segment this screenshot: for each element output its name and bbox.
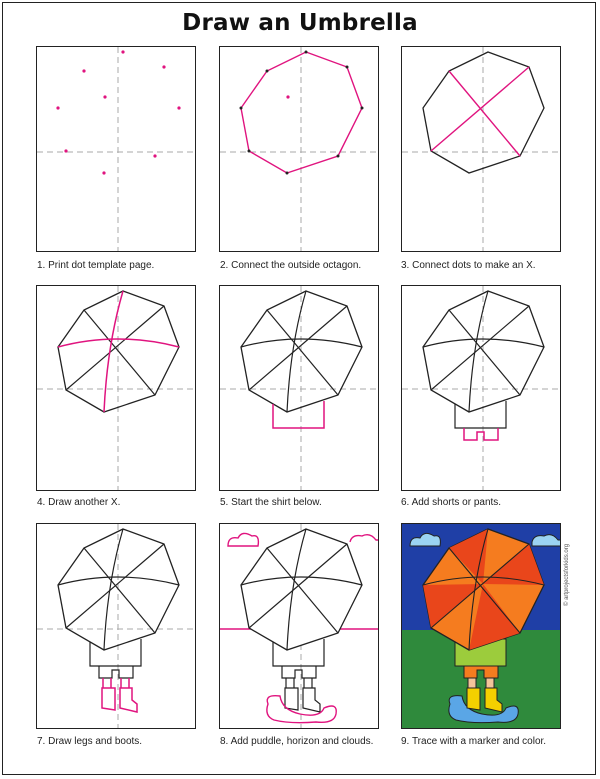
step-5-drawing — [220, 286, 379, 491]
step-5-panel — [219, 285, 379, 491]
step-3-caption: 3. Connect dots to make an X. — [401, 260, 536, 271]
step-9-caption: 9. Trace with a marker and color. — [401, 736, 547, 747]
step-4-caption: 4. Draw another X. — [37, 497, 121, 508]
step-9-panel — [401, 523, 561, 729]
step-7-caption: 7. Draw legs and boots. — [37, 736, 143, 747]
site-credit-text: © artprojectsforkids.org — [564, 543, 570, 606]
step-2-panel — [219, 46, 379, 252]
step-1-drawing — [37, 47, 196, 252]
step-9-drawing — [402, 524, 561, 729]
step-1-caption: 1. Print dot template page. — [37, 260, 155, 271]
page-title: Draw an Umbrella — [182, 10, 418, 36]
step-3-drawing — [402, 47, 561, 252]
step-4-drawing — [37, 286, 196, 491]
step-6-drawing — [402, 286, 561, 491]
step-3-panel — [401, 46, 561, 252]
step-6-caption: 6. Add shorts or pants. — [401, 497, 502, 508]
step-5-caption: 5. Start the shirt below. — [220, 497, 322, 508]
step-6-panel — [401, 285, 561, 491]
step-4-panel — [36, 285, 196, 491]
site-credit-watermark — [548, 528, 588, 608]
step-2-drawing — [220, 47, 379, 252]
step-7-drawing — [37, 524, 196, 729]
step-8-drawing — [220, 524, 379, 729]
step-7-panel — [36, 523, 196, 729]
step-2-caption: 2. Connect the outside octagon. — [220, 260, 362, 271]
step-8-panel — [219, 523, 379, 729]
step-8-caption: 8. Add puddle, horizon and clouds. — [220, 736, 374, 747]
step-1-panel — [36, 46, 196, 252]
